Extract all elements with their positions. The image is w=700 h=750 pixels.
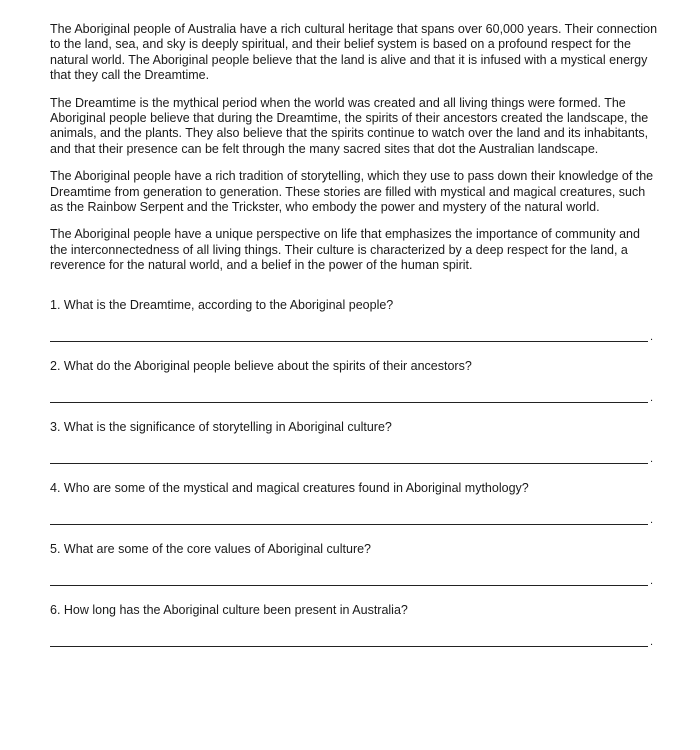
reading-paragraph-1: The Aboriginal people of Australia have a rich cultural heritage that spans over 60,000 years. Their connection to the land, sea, and sky is deeply spiritual, and their belief system is based on a profound respect for the natural world. The Aboriginal people believe that the land is alive and that it is infused with a mystical energy that they call the Dreamtime. — [50, 22, 658, 83]
question-2: 2. What do the Aboriginal people believe about the spirits of their ancestors? — [50, 358, 472, 373]
reading-paragraph-3: The Aboriginal people have a rich tradition of storytelling, which they use to pass down their knowledge of the Dreamtime from generation to generation. These stories are filled with mystical and magical creatures, such as the Rainbow Serpent and the Trickster, who embody the power and mystery of the natural world. — [50, 169, 654, 215]
answer-line-3[interactable] — [50, 463, 648, 464]
question-4: 4. Who are some of the mystical and magical creatures found in Aboriginal mythology? — [50, 480, 529, 495]
answer-line-2[interactable] — [50, 402, 648, 403]
question-3: 3. What is the significance of storytelling in Aboriginal culture? — [50, 419, 392, 434]
reading-paragraph-2: The Dreamtime is the mythical period when the world was created and all living things were formed. The Aboriginal people believe that during the Dreamtime, the spirits of their ancestors created the landscape, the animals, and the plants. They also believe that the spirits continue to watch over the land and its inhabitants, and that their presence can be felt through the many sacred sites that dot the Australian landscape. — [50, 95, 649, 156]
answer-line-4[interactable] — [50, 524, 648, 525]
question-1: 1. What is the Dreamtime, according to the Aboriginal people? — [50, 297, 394, 312]
question-5: 5. What are some of the core values of Aboriginal culture? — [50, 541, 372, 556]
answer-line-6[interactable] — [50, 646, 648, 647]
answer-line-1[interactable] — [50, 341, 648, 342]
question-6: 6. How long has the Aboriginal culture been present in Australia? — [50, 602, 408, 617]
question-list — [50, 298, 660, 647]
worksheet — [50, 22, 660, 664]
reading-paragraph-4: The Aboriginal people have a unique perspective on life that emphasizes the importance of community and the interconnectedness of all living things. Their culture is characterized by a deep respect for the land, a reverence for the natural world, and a belief in the power of the human spirit. — [50, 227, 640, 273]
answer-line-5[interactable] — [50, 585, 648, 586]
